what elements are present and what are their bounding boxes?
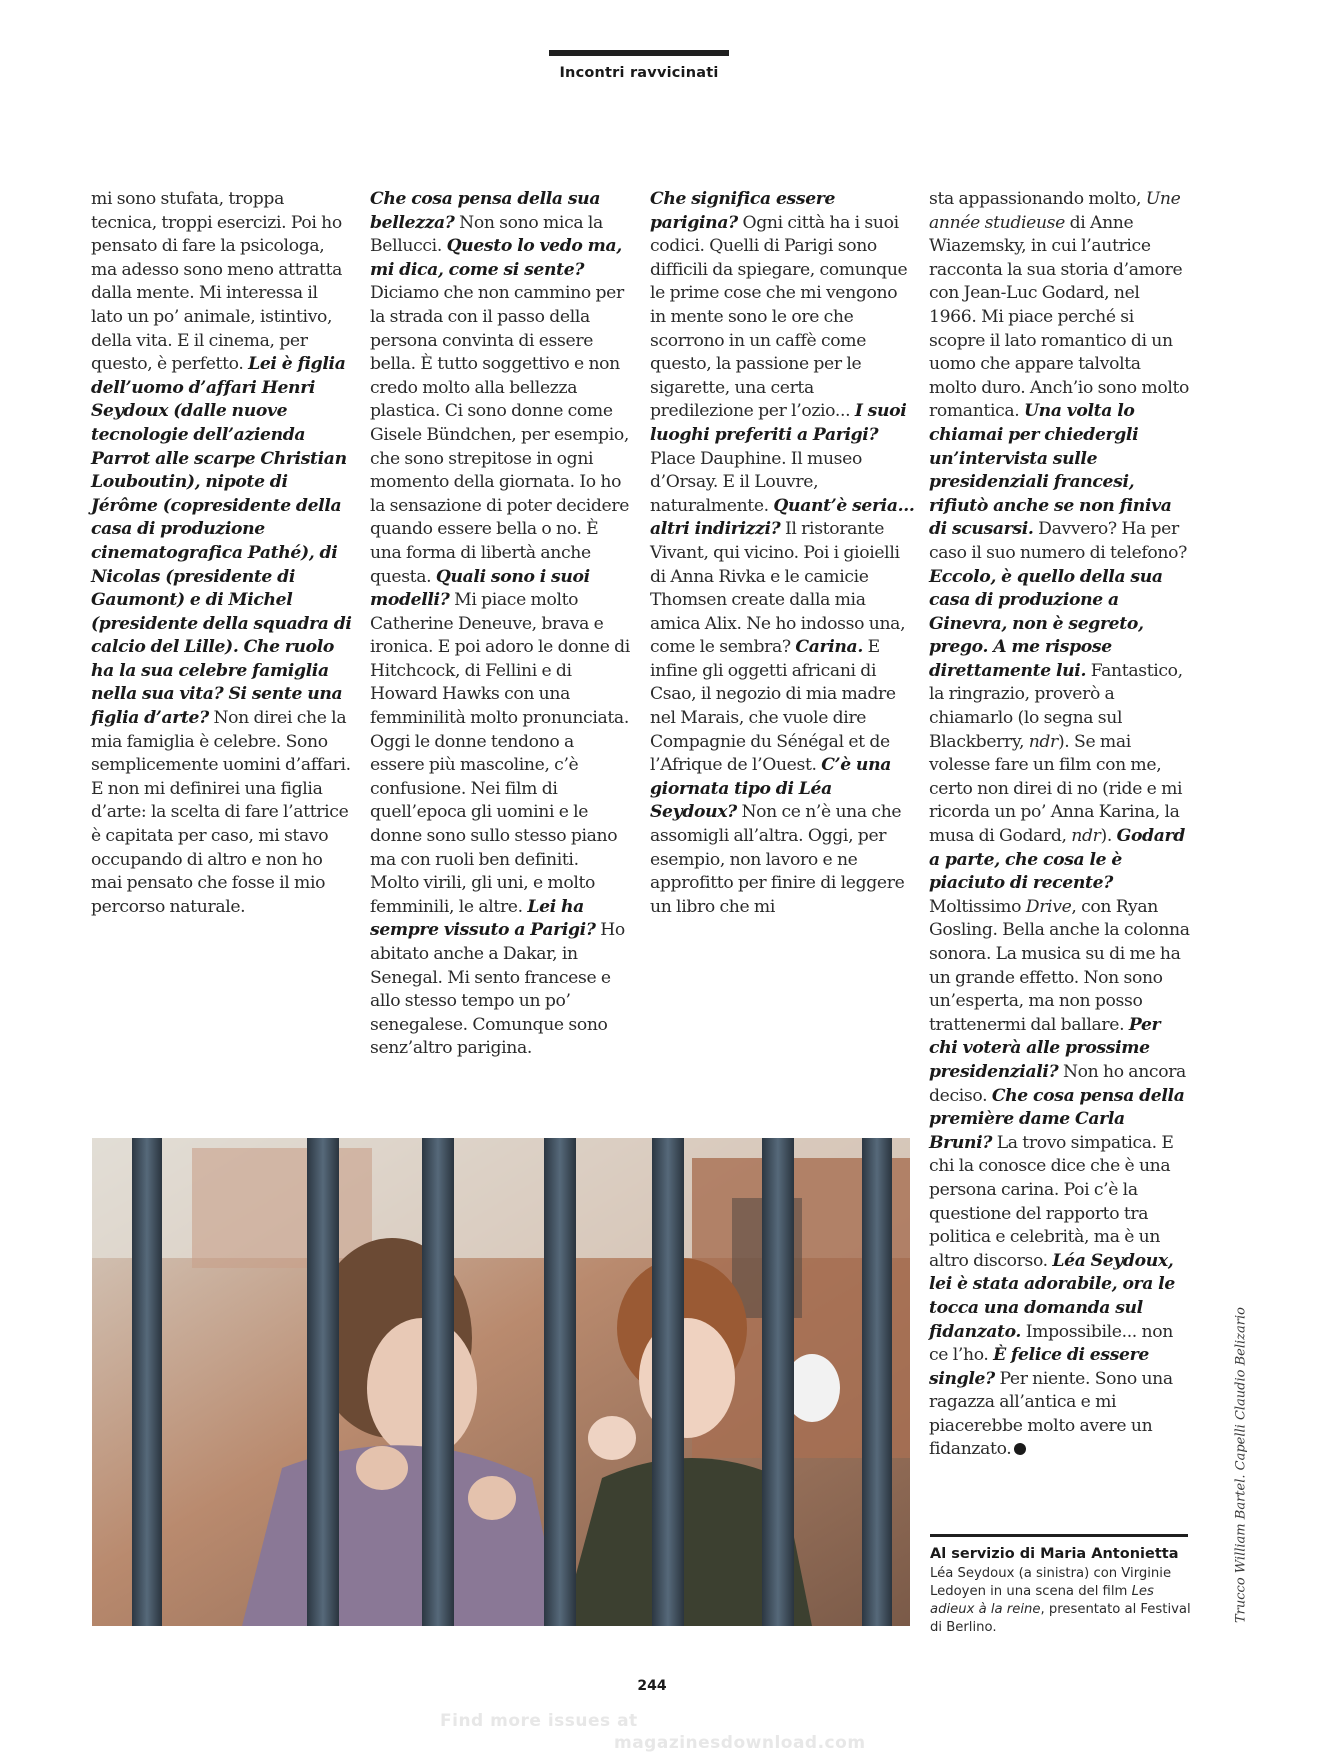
answer-text: Impossibile... non ce l’ho. (929, 1321, 1173, 1366)
answer-text: Mi piace molto Catherine Deneuve, brava e ironica. E poi adoro le donne di Hitchcock, di Fellini e di Howard Hawks con una femminilità molto pronunciata. Oggi le donne tendono a essere più mascoline, c’è confusione. Nei film di quell’epoca gli uomini e le donne sono sullo stesso piano ma con ruoli ben definiti. Molto virili, gli uni, e molto femminili, le altre. (370, 590, 630, 917)
answer-text: ). Se mai volesse fare un film con me, certo non direi di no (ride e mi ricorda un po’ Anna Karina, la musa di Godard, (929, 731, 1183, 847)
header-rule (549, 50, 729, 56)
interview-question: Léa Seydoux, lei è stata adorabile, ora le tocca una domanda sul fidanzato. (929, 1250, 1175, 1342)
answer-text: Non sono mica la Bellucci. (370, 212, 603, 257)
answer-text: mi sono stufata, troppa tecnica, troppi esercizi. Poi ho pensato di fare la psicologa, ma adesso sono meno attratta dalla mente. Mi interessa il lato un po’ animale, istintivo, della vita. E il cinema, per questo, è perfetto. (91, 189, 343, 375)
article-text (91, 188, 353, 919)
italic-title: ndr (1071, 826, 1101, 847)
interview-question: Una volta lo chiamai per chiedergli un’intervista sulle presidenziali francesi, rifiutò anche se non finiva di scusarsi. (929, 401, 1172, 540)
answer-text: Ho abitato anche a Dakar, in Senegal. Mi sento francese e allo stesso tempo un po’ senegalese. Comunque sono senz’altro parigina. (370, 920, 625, 1059)
caption-body (930, 1565, 1200, 1637)
film-still-photo (92, 1138, 910, 1626)
answer-text: E infine gli oggetti africani di Csao, il negozio di mia madre nel Marais, che vuole dire Compagnie du Sénégal et de l’Afrique de l’Ouest. (650, 637, 896, 776)
interview-question: Carina. (795, 637, 863, 658)
article-text (370, 188, 632, 1061)
interview-question: C’è una giornata tipo di Léa Seydoux? (650, 755, 892, 823)
interview-question: Che significa essere parigina? (650, 189, 836, 233)
caption-text-1: Léa Seydoux (a sinistra) con Virginie Ledoyen in una scena del film (930, 1566, 1172, 1599)
answer-text: Non ho ancora deciso. (929, 1061, 1186, 1106)
watermark (440, 1710, 910, 1754)
text-column-2 (370, 188, 632, 1061)
answer-text: Il ristorante Vivant, qui vicino. Poi i gioielli di Anna Rivka e le camicie Thomsen create dalla mia amica Alix. Ne ho indosso una, come le sembra? (650, 519, 906, 658)
section-header (549, 50, 729, 81)
answer-text: Davvero? Ha per caso il suo numero di telefono? (929, 519, 1187, 563)
interview-question: È felice di essere single? (929, 1345, 1149, 1389)
interview-question: Che cosa pensa della première dame Carla Bruni? (929, 1085, 1185, 1153)
text-column-1 (91, 188, 353, 919)
end-mark-icon (1014, 1443, 1026, 1455)
interview-question: Eccolo, è quello della sua casa di produzione a Ginevra, non è segreto, prego. A me rispose direttamente lui. (929, 566, 1163, 681)
interview-question: Lei è figlia dell’uomo d’affari Henri Seydoux (dalle nuove tecnologie dell’azienda Parrot alle scarpe Christian Louboutin), nipote di Jérôme (copresidente della casa di produzione cinematografica Pathé), di Nicolas (presidente di Gaumont) e di Michel (presidente della squadra di calcio del Lille). Che ruolo ha la sua celebre famiglia nella sua vita? Si sente una figlia d’arte? (91, 354, 352, 729)
interview-question: Quant’è seria... altri indirizzi? (650, 495, 915, 540)
text-column-3 (650, 188, 916, 919)
watermark-line-1: Find more issues at (440, 1711, 638, 1731)
interview-question: Lei ha sempre vissuto a Parigi? (370, 896, 596, 941)
photo-illustration (92, 1138, 910, 1626)
answer-text: , con Ryan Gosling. Bella anche la colonna sonora. La musica su di me ha un grande effetto. Non sono un’esperta, ma non posso trattenermi dal ballare. (929, 896, 1190, 1035)
answer-text: Moltissimo (929, 896, 1022, 917)
italic-title: Drive (1025, 896, 1072, 917)
interview-question: Questo lo vedo ma, mi dica, come si sente? (370, 236, 622, 280)
caption-rule (930, 1534, 1188, 1537)
text-column-4 (929, 188, 1191, 1462)
answer-text: Place Dauphine. Il museo d’Orsay. E il Louvre, naturalmente. (650, 448, 862, 516)
answer-text: Per niente. Sono una ragazza all’antica e mi piacerebbe molto avere un fidanzato. (929, 1368, 1173, 1460)
answer-text: Non ce n’è una che assomigli all’altra. Oggi, per esempio, non lavoro e ne approfitto per finire di leggere un libro che mi (650, 802, 905, 917)
answer-text: sta appassionando molto, (929, 189, 1142, 209)
interview-question: Quali sono i suoi modelli? (370, 566, 590, 611)
caption-film-title: Les adieux à la reine (930, 1584, 1154, 1617)
answer-text: Ogni città ha i suoi codici. Quelli di Parigi sono difficili da spiegare, comunque le prime cose che mi vengono in mente sono le ore che scorrono in un caffè come questo, la passione per le sigarette, una certa predilezione per l’ozio... (650, 212, 908, 422)
answer-text: di Anne Wiazemsky, in cui l’autrice racconta la sua storia d’amore con Jean-Luc Godard, nel 1966. Mi piace perché si scopre il lato romantico di un uomo che appare talvolta molto duro. Anch’io sono molto romantica. (929, 212, 1190, 422)
answer-text: ). (1100, 826, 1112, 847)
interview-question: Godard a parte, che cosa le è piaciuto di recente? (929, 826, 1185, 894)
photo-credit (1232, 1290, 1250, 1640)
photo-caption (930, 1534, 1200, 1637)
answer-text: La trovo simpatica. E chi la conosce dice che è una persona carina. Poi c’è la questione del rapporto tra politica e celebrità, ma è un altro discorso. (929, 1132, 1174, 1271)
answer-text: Fantastico, la ringrazio, proverò a chiamarlo (lo segna sul Blackberry, (929, 660, 1183, 752)
interview-question: Che cosa pensa della sua bellezza? (370, 189, 601, 233)
photo-credit-text: Trucco William Bartel. Capelli Claudio Belizario (1233, 1307, 1249, 1623)
watermark-line-2: magazinesdownload.com (614, 1733, 866, 1753)
article-text (929, 188, 1191, 1462)
caption-title: Al servizio di Maria Antonietta (930, 1546, 1179, 1562)
page-number: 244 (637, 1678, 667, 1694)
italic-title: ndr (1028, 731, 1058, 752)
caption-text-2: , presentato al Festival di Berlino. (930, 1602, 1191, 1635)
section-label: Incontri ravvicinati (559, 65, 719, 81)
italic-title: Une année studieuse (929, 189, 1181, 233)
article-text (650, 188, 916, 919)
interview-question: I suoi luoghi preferiti a Parigi? (650, 401, 907, 445)
interview-question: Per chi voterà alle prossime presidenziali? (929, 1014, 1161, 1082)
answer-text: Diciamo che non cammino per la strada con il passo della persona convinta di essere bella. È tutto soggettivo e non credo molto alla bellezza plastica. Ci sono donne come Gisele Bündchen, per esempio, che sono strepitose in ogni momento della giornata. Io ho la sensazione di poter decidere quando essere bella o no. È una forma di libertà anche questa. (370, 283, 630, 587)
answer-text: Non direi che la mia famiglia è celebre. Sono semplicemente uomini d’affari. E non mi definirei una figlia d’arte: la scelta di fare l’attrice è capitata per caso, mi stavo occupando di altro e non ho mai pensato che fosse il mio percorso naturale. (91, 708, 351, 917)
